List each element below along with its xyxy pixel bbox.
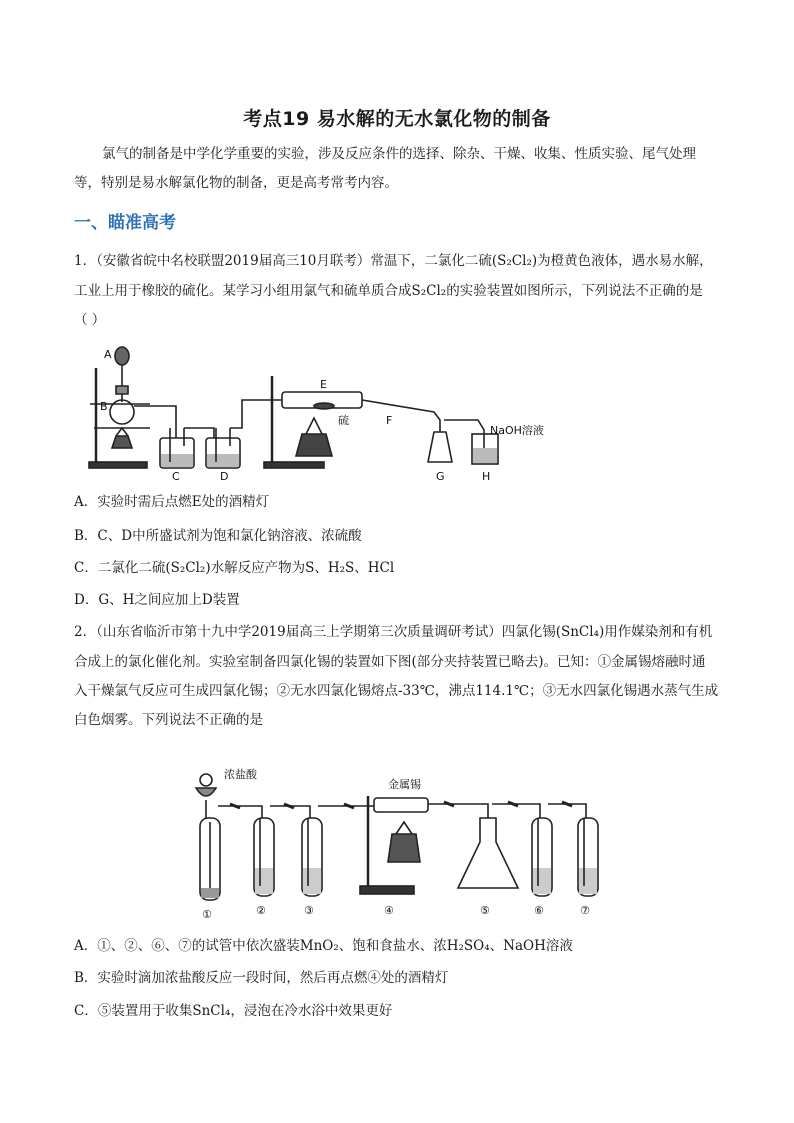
q2-option-b: B．实验时滴加浓盐酸反应一段时间，然后再点燃④处的酒精灯	[74, 970, 449, 986]
q2-option-c: C．⑤装置用于收集SnCl₄，浸泡在冷水浴中效果更好	[74, 1003, 393, 1019]
label-4: ④	[384, 904, 394, 917]
label-F: F	[386, 414, 393, 427]
label-tin: 金属锡	[388, 778, 421, 791]
q1-option-d: D．G、H之间应加上D装置	[74, 592, 240, 608]
page-title: 考点19 易水解的无水氯化物的制备	[243, 108, 551, 130]
label-hcl: 浓盐酸	[224, 768, 257, 781]
section-heading: 一、瞄准高考	[74, 213, 176, 233]
q2-option-a: A．①、②、⑥、⑦的试管中依次盛装MnO₂、饱和食盐水、浓H₂SO₄、NaOH溶液	[74, 938, 573, 954]
q1-option-a: A．实验时需后点燃E处的酒精灯	[74, 494, 270, 510]
q2-apparatus-figure	[188, 758, 608, 924]
label-3: ③	[304, 904, 314, 917]
label-7: ⑦	[580, 904, 590, 917]
q1-stem-line-3: （ ）	[74, 312, 106, 328]
q1-option-b: B．C、D中所盛试剂为饱和氯化钠溶液、浓硫酸	[74, 528, 362, 544]
label-B: B	[100, 400, 108, 413]
label-1: ①	[202, 908, 212, 921]
q1-stem-line-2: 工业上用于橡胶的硫化。某学习小组用氯气和硫单质合成S₂Cl₂的实验装置如图所示，下列说法不正确的是	[74, 283, 703, 299]
label-E: E	[320, 378, 327, 391]
label-5: ⑤	[480, 904, 490, 917]
label-2: ②	[256, 904, 266, 917]
q2-stem-line-1: 2．（山东省临沂市第十九中学2019届高三上学期第三次质量调研考试）四氯化锡(SnCl₄)用作媒染剂和有机	[74, 624, 713, 640]
q2-stem-line-4: 白色烟雾。下列说法不正确的是	[74, 712, 263, 728]
intro-line-1: 氯气的制备是中学化学重要的实验，涉及反应条件的选择、除杂、干燥、收集、性质实验、尾气处理	[102, 146, 696, 162]
label-D: D	[220, 470, 229, 483]
label-H: H	[482, 470, 491, 483]
q2-stem-line-3: 入干燥氯气反应可生成四氯化锡；②无水四氯化锡熔点-33℃，沸点114.1℃；③无水四氯化锡遇水蒸气生成	[74, 683, 719, 699]
q1-option-c: C．二氯化二硫(S₂Cl₂)水解反应产物为S、H₂S、HCl	[74, 560, 395, 576]
q1-apparatus-figure	[86, 338, 564, 484]
intro-line-2: 等，特别是易水解氯化物的制备，更是高考常考内容。	[74, 175, 398, 191]
label-naoh: NaOH溶液	[490, 424, 544, 437]
label-A: A	[104, 348, 112, 361]
q2-stem-line-2: 合成上的氯化催化剂。实验室制备四氯化锡的装置如下图(部分夹持装置已略去)。已知：①金属锡熔融时通	[74, 654, 706, 670]
q1-stem-line-1: 1．（安徽省皖中名校联盟2019届高三10月联考）常温下，二氯化二硫(S₂Cl₂)为橙黄色液体，遇水易水解，	[74, 253, 713, 269]
label-6: ⑥	[534, 904, 544, 917]
label-G: G	[436, 470, 445, 483]
label-C: C	[172, 470, 180, 483]
label-sulfur: 硫	[338, 414, 349, 427]
